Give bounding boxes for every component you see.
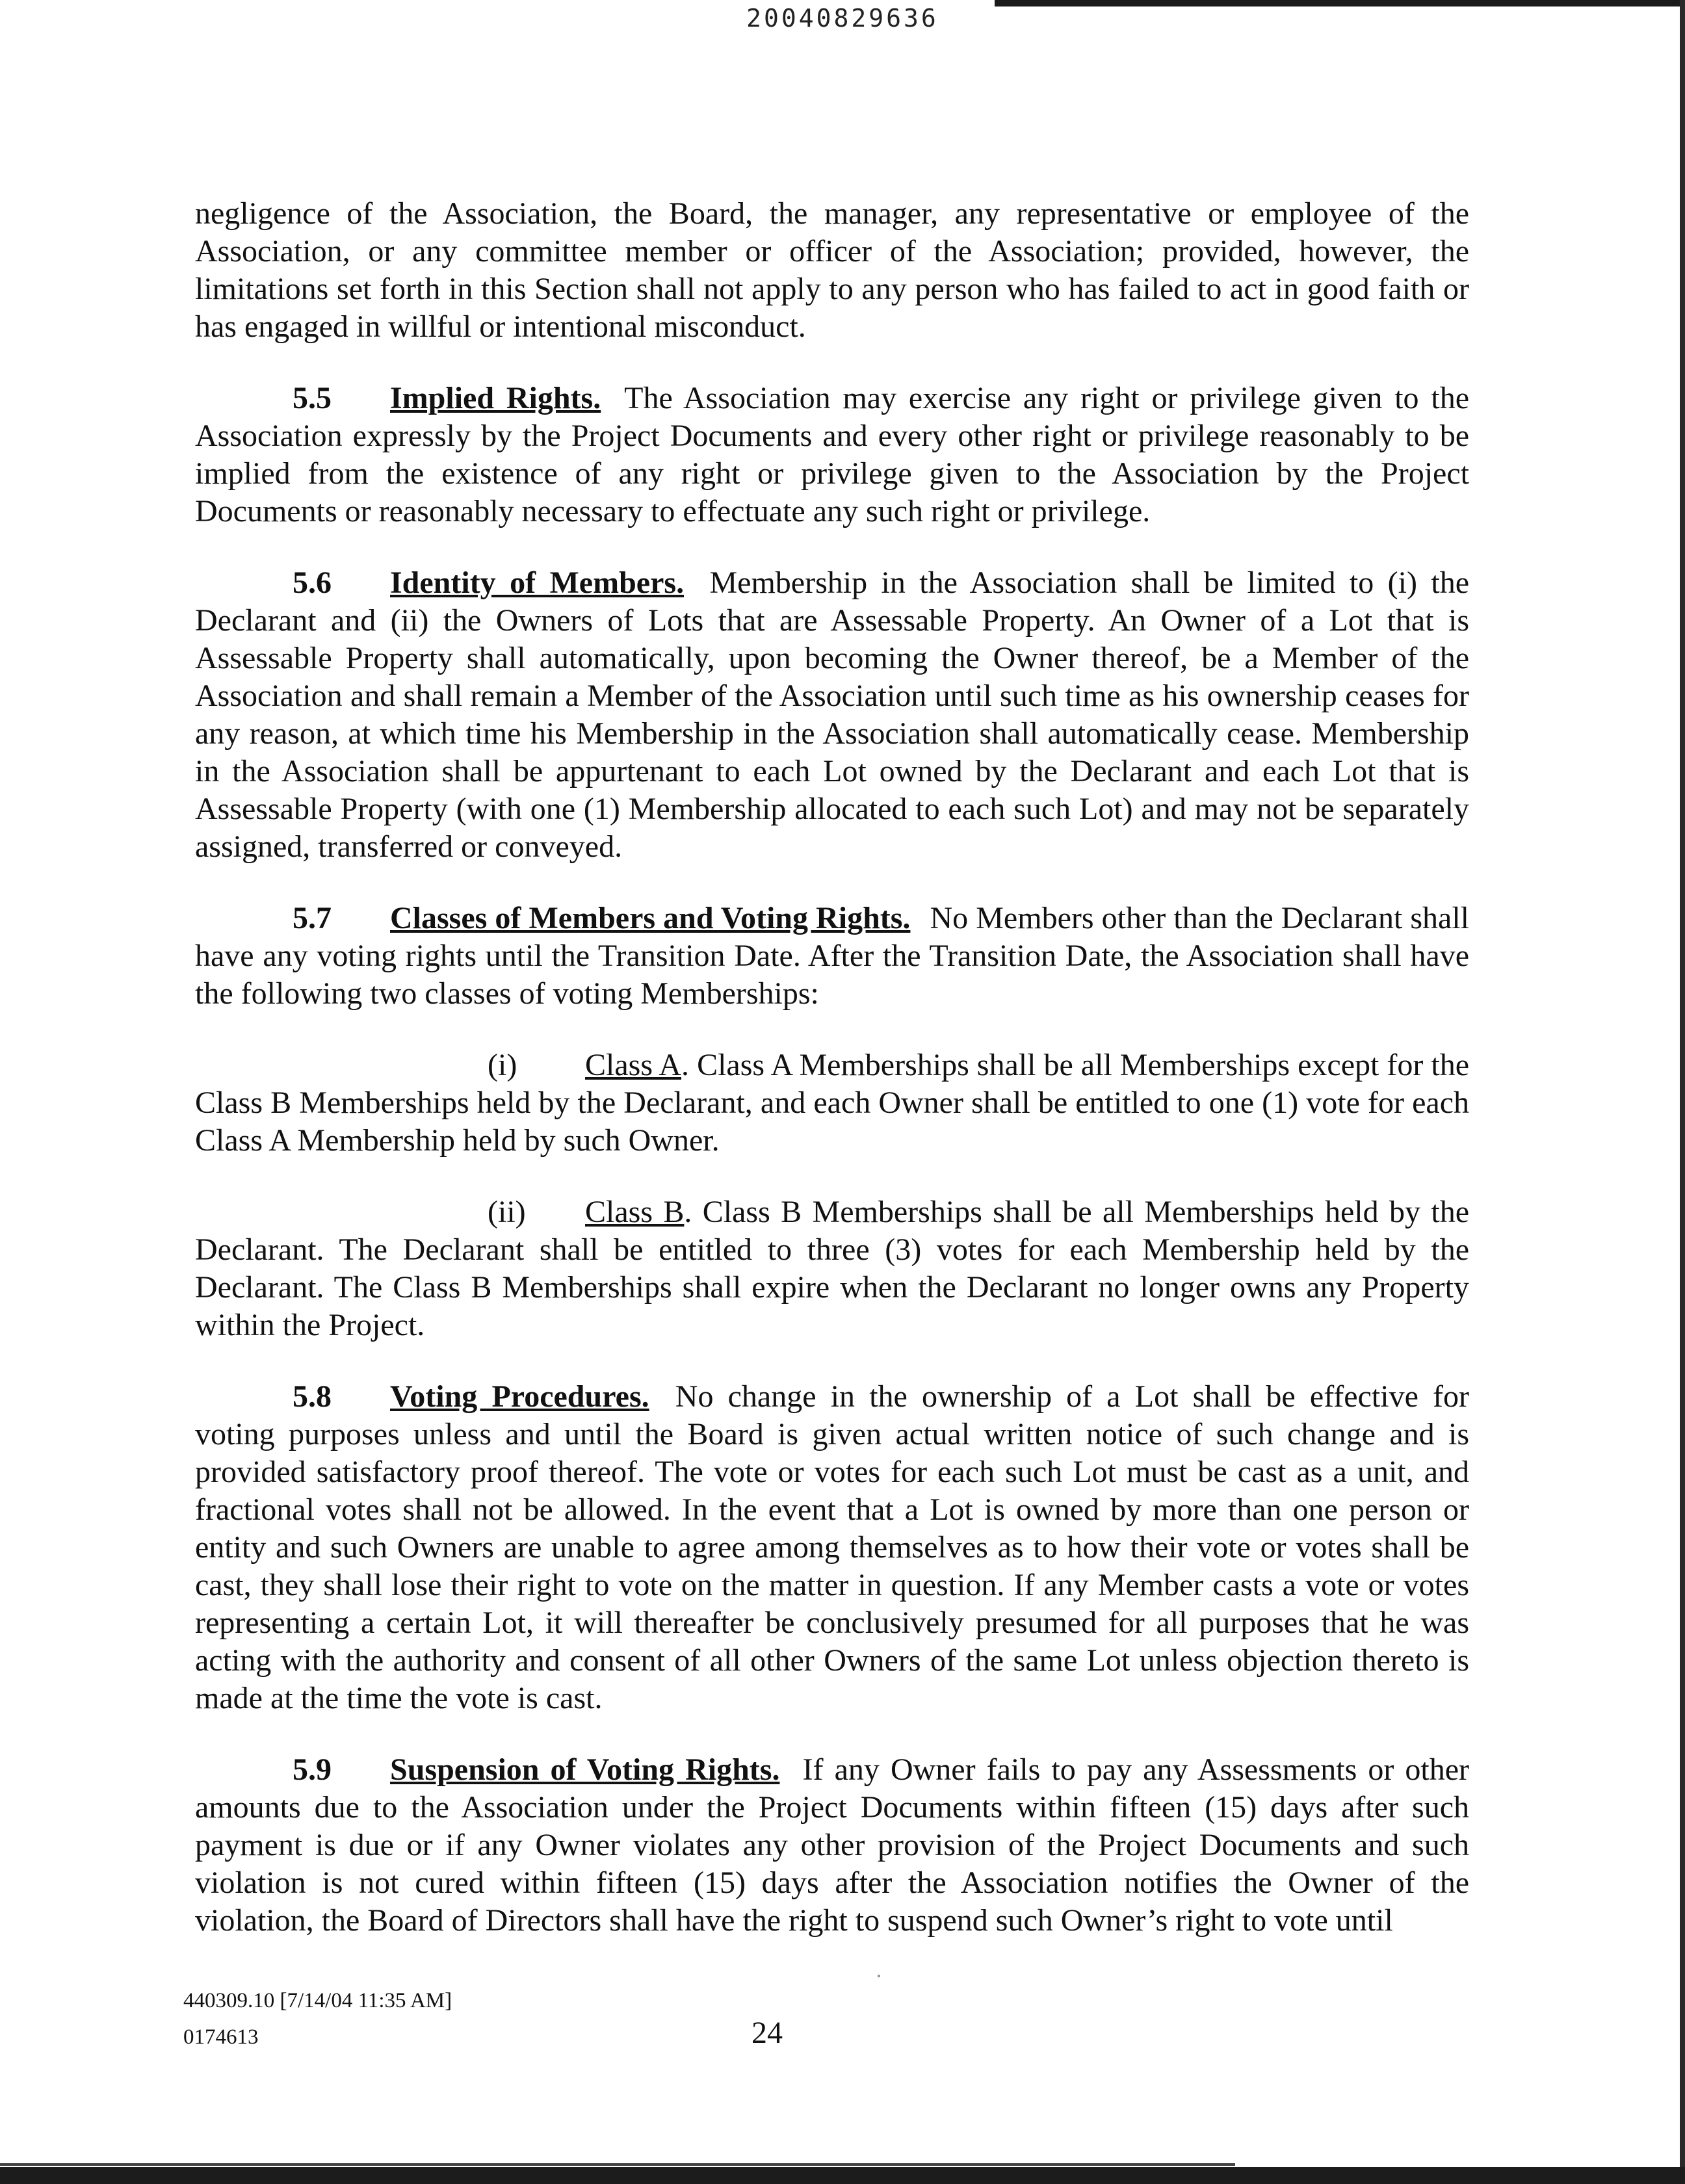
section-text: Membership in the Association shall be limited to (i) the Declarant and (ii) the Owners of Lots that are Assessable Property. An Owner of a Lot that is Assessable Property shall automatically, upon becoming the Owner thereof, be a Member of the Association and shall remain a Member of the Association until such time as his ownership ceases for any reason, at which time his Membership in the Association shall automatically cease. Membership in the Association shall be appurtenant to each Lot owned by the Declarant and each Lot that is Assessable Property (with one (1) Membership allocated to each such Lot) and may not be separately assigned, transferred or conveyed.: [195, 566, 1469, 864]
section-text: The Association may exercise any right or privilege given to the Association expressly by the Project Documents and every other right or privilege reasonably to be implied from the existence of any right or privilege given to the Association by the Project Documents or reasonably necessary to effectuate any such right or privilege.: [195, 381, 1470, 528]
subsection-class-a: [195, 1046, 1469, 1160]
section-number: 5.7: [293, 901, 332, 935]
page-number: 24: [751, 2016, 783, 2050]
section-title: Identity of Members.: [390, 566, 685, 600]
section-number: 5.8: [293, 1379, 332, 1414]
scan-border-bottom-line: [0, 2163, 1235, 2166]
section-5-5: [195, 380, 1469, 530]
section-5-7: [195, 900, 1469, 1013]
section-text: No change in the ownership of a Lot shall be effective for voting purposes unless and until the Board is given actual written notice of such change and is provided satisfactory proof thereof. The vote or votes for each such Lot must be cast as a unit, and fractional votes shall not be allowed. In the event that a Lot is owned by more than one person or entity and such Owners are unable to agree among themselves as to how their vote or votes shall be cast, they shall lose their right to vote on the matter in question. If any Member casts a vote or votes representing a certain Lot, it will thereafter be conclusively presumed for all purposes that he was acting with the authority and consent of all other Owners of the same Lot unless objection thereto is made at the time the vote is cast.: [195, 1379, 1470, 1715]
section-5-9: [195, 1751, 1469, 1940]
subsection-number: (i): [488, 1048, 517, 1082]
subsection-text: . Class B Memberships shall be all Memberships held by the Declarant. The Declarant shall be entitled to three (3) votes for each Membership held by the Declarant. The Class B Memberships shall expire when the Declarant no longer owns any Property within the Project.: [195, 1195, 1470, 1342]
section-number: 5.9: [293, 1752, 332, 1787]
section-text: No Members other than the Declarant shall have any voting rights until the Transition Date. After the Transition Date, the Association shall have the following two classes of voting Memberships:: [195, 901, 1470, 1011]
document-id: 20040829636: [746, 4, 939, 32]
section-number: 5.5: [293, 381, 332, 415]
section-title: Classes of Members and Voting Rights.: [390, 901, 911, 935]
footer-doc-ref: 440309.10 [7/14/04 11:35 AM]: [183, 1989, 452, 2012]
section-number: 5.6: [293, 566, 332, 600]
scan-border-right: [1680, 0, 1685, 2184]
scan-border-bottom: [0, 2167, 1685, 2184]
subsection-class-b: [195, 1193, 1469, 1344]
section-text: If any Owner fails to pay any Assessments or other amounts due to the Association under the Project Documents within fifteen (15) days after such payment is due or if any Owner violates any other provision of the Project Documents and such violation is not cured within fifteen (15) days after the Association notifies the Owner of the violation, the Board of Directors shall have the right to suspend such Owner’s right to vote until: [195, 1752, 1470, 1938]
subsection-title: Class B: [585, 1195, 685, 1229]
scan-speck: [878, 1975, 880, 1977]
section-title: Implied Rights.: [390, 381, 601, 415]
section-title: Voting Procedures.: [390, 1379, 649, 1414]
intro-paragraph: [195, 195, 1469, 346]
section-5-6: [195, 564, 1469, 866]
subsection-title: Class A: [585, 1048, 682, 1082]
section-5-8: [195, 1378, 1469, 1717]
subsection-text: . Class A Memberships shall be all Memberships except for the Class B Memberships held by the Declarant, and each Owner shall be entitled to one (1) vote for each Class A Membership held by such Owner.: [195, 1048, 1469, 1158]
footer-reference: [183, 1982, 452, 2055]
footer-doc-code: 0174613: [183, 2025, 259, 2049]
intro-text: negligence of the Association, the Board, the manager, any representative or employee of the Association, or any committee member or officer of the Association; provided, however, the limitations set forth in this Section shall not apply to any person who has failed to act in good faith or has engaged in willful or intentional misconduct.: [195, 196, 1469, 344]
subsection-number: (ii): [488, 1195, 526, 1229]
page-body: [195, 195, 1469, 1973]
section-title: Suspension of Voting Rights.: [390, 1752, 780, 1787]
